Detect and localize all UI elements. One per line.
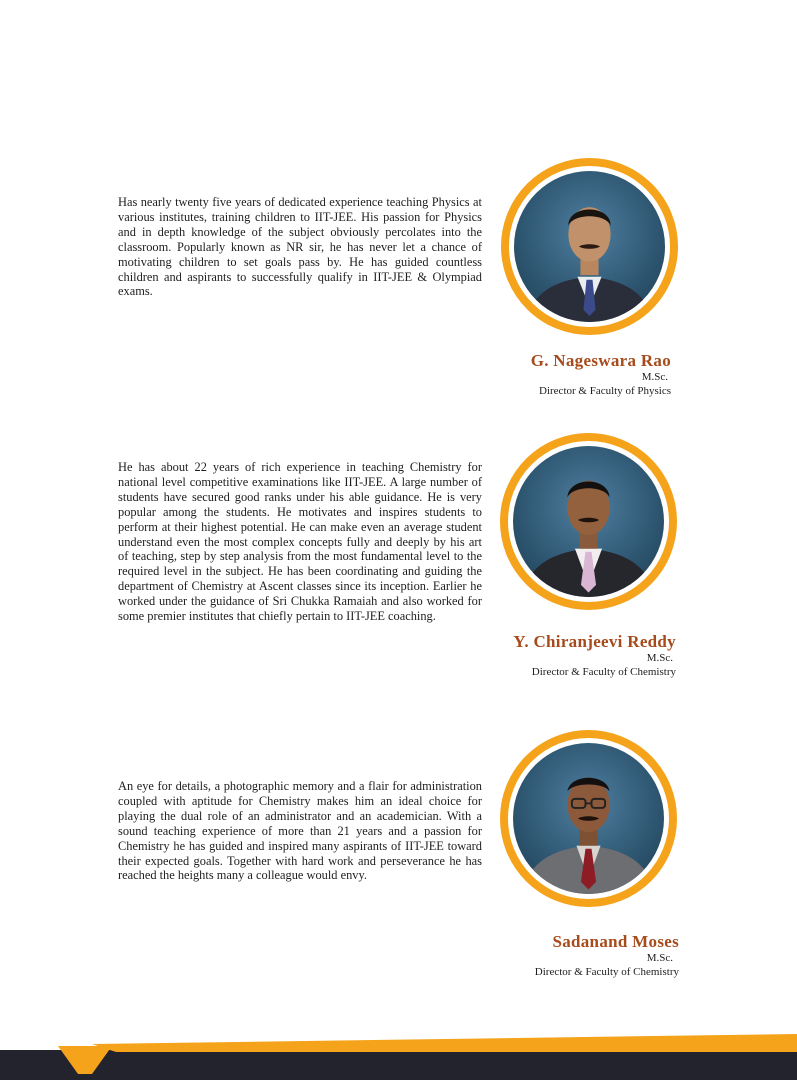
faculty-degree-3: M.Sc. — [646, 952, 673, 964]
faculty-degree-2: M.Sc. — [646, 652, 673, 664]
faculty-photo-3 — [500, 730, 677, 907]
footer-band — [0, 1028, 797, 1080]
faculty-caption-1 — [531, 351, 671, 398]
faculty-photo-1 — [501, 158, 678, 335]
faculty-name-3: Sadanand Moses — [552, 932, 679, 951]
faculty-degree-1: M.Sc. — [641, 371, 668, 383]
faculty-photo-2 — [500, 433, 677, 610]
faculty-role-2: Director & Faculty of Chemistry — [531, 666, 676, 678]
faculty-role-1: Director & Faculty of Physics — [539, 385, 671, 397]
faculty-name-2: Y. Chiranjeevi Reddy — [513, 632, 676, 651]
faculty-caption-2 — [513, 632, 676, 679]
faculty-name-1: G. Nageswara Rao — [530, 351, 671, 370]
faculty-bio-3: An eye for details, a photographic memory and a flair for administration coupled with aptitude for Chemistry makes him an ideal choice for playing the dual role of an administrator and an academician. With a sound teaching experience of more than 21 years and a passion for Chemistry he has guided and inspired many aspirants of IIT-JEE toward their expected goals. Together with hard work and perseverance he has reached the heights many a colleague would envy. — [118, 779, 482, 883]
faculty-bio-2: He has about 22 years of rich experience in teaching Chemistry for national level competitive examinations like IIT-JEE. A large number of students have secured good ranks under his able guidance. He is very popular among the students. He motivates and inspires students to perform at their highest potential. He can make even an average student understand even the most complex concepts fully and deeply by his art of teaching, step by step analysis from the most fundamental level to the required level in the subject. He has been coordinating and guiding the department of Chemistry at Ascent classes since its inception. Earlier he worked under the guidance of Sri Chukka Ramaiah and also worked for some premier institutes that chiefly pertain to IIT-JEE coaching. — [118, 460, 482, 624]
faculty-bio-1: Has nearly twenty five years of dedicated experience teaching Physics at various institutes, training children to IIT-JEE. His passion for Physics and in depth knowledge of the subject obviously percolates into the classroom. Popularly known as NR sir, he has never let a chance of motivating children to set goals pass by. He has guided countless children and aspirants to successfully qualify in IIT-JEE & Olympiad exams. — [118, 195, 482, 299]
faculty-caption-3 — [535, 932, 679, 979]
faculty-role-3: Director & Faculty of Chemistry — [534, 966, 679, 978]
